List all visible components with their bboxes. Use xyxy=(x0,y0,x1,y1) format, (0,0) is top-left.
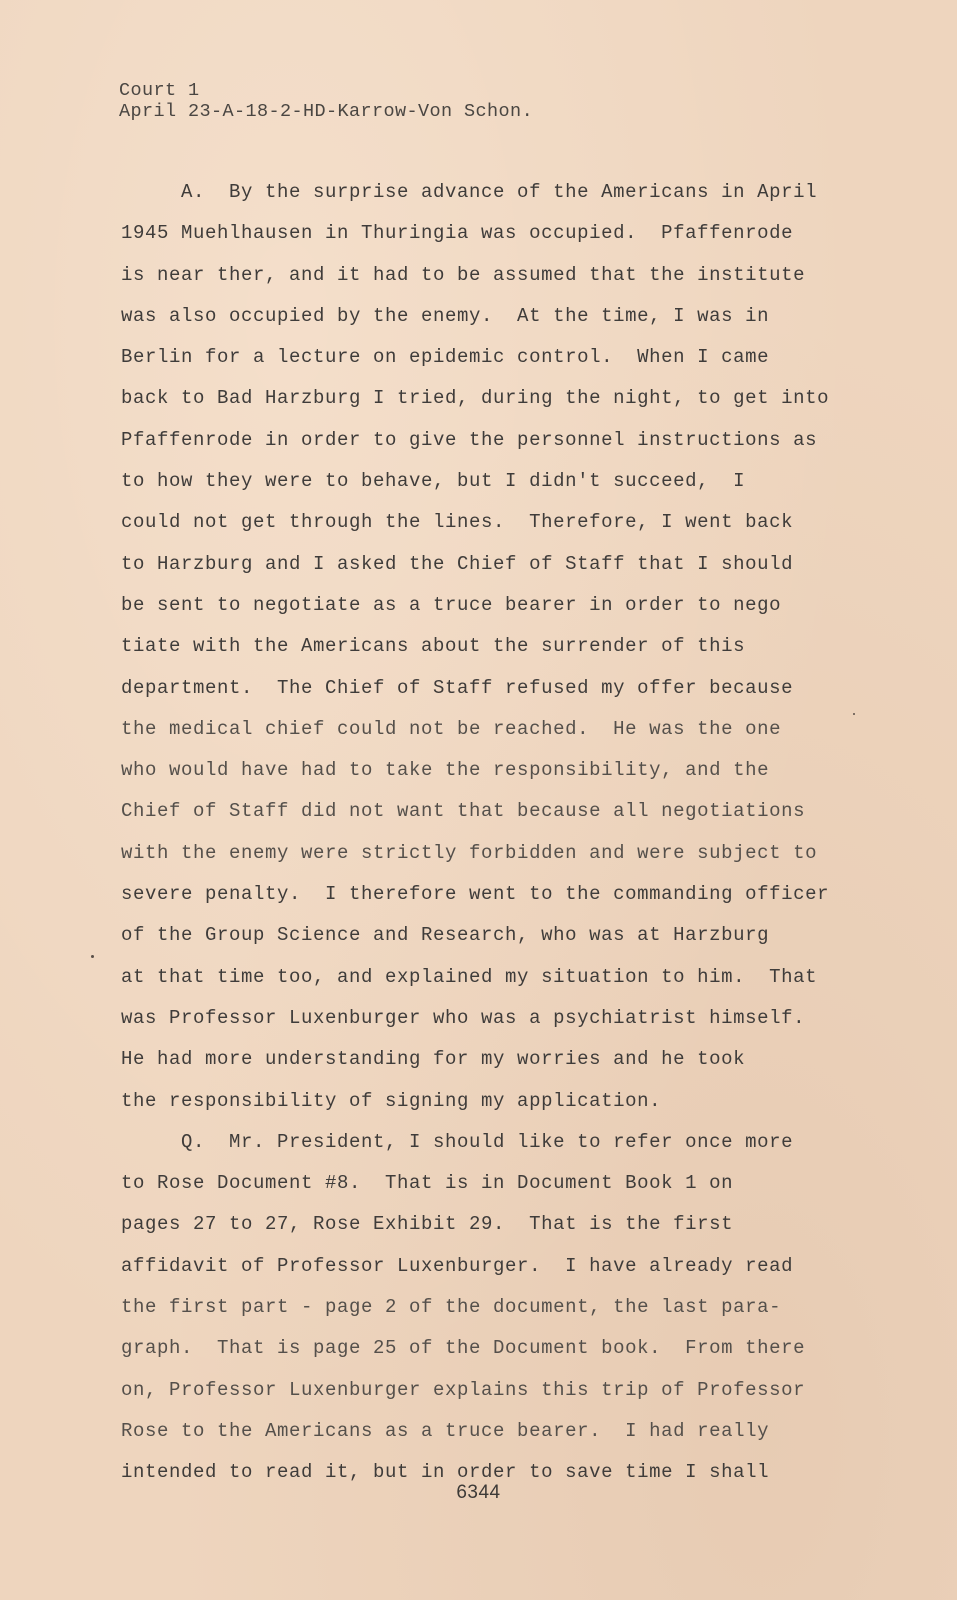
transcript-body xyxy=(121,172,851,1494)
transcript-line: Pfaffenrode in order to give the personnel instructions as xyxy=(121,428,818,451)
transcript-line: be sent to negotiate as a truce bearer in order to nego xyxy=(121,593,782,616)
transcript-line: pages 27 to 27, Rose Exhibit 29. That is the first xyxy=(121,1213,734,1236)
transcript-line: at that time too, and explained my situation to him. That xyxy=(121,965,818,988)
transcript-line: back to Bad Harzburg I tried, during the night, to get into xyxy=(121,387,830,410)
transcript-line: affidavit of Professor Luxenburger. I have already read xyxy=(121,1254,794,1277)
court-label: Court 1 xyxy=(119,80,200,101)
paper-speck xyxy=(853,713,855,715)
transcript-line: is near ther, and it had to be assumed that the institute xyxy=(121,263,806,286)
transcript-line: of the Group Science and Research, who was at Harzburg xyxy=(121,924,770,947)
transcript-line: He had more understanding for my worries and he took xyxy=(121,1048,746,1071)
transcript-line: to Harzburg and I asked the Chief of Staff that I should xyxy=(121,552,794,575)
transcript-line: Chief of Staff did not want that because all negotiations xyxy=(121,800,806,823)
transcript-line: graph. That is page 25 of the Document book. From there xyxy=(121,1337,806,1360)
transcript-line: tiate with the Americans about the surrender of this xyxy=(121,635,746,658)
transcript-line: the first part - page 2 of the document, the last para- xyxy=(121,1296,782,1319)
transcript-line: department. The Chief of Staff refused my offer because xyxy=(121,676,794,699)
transcript-line: A. By the surprise advance of the Americans in April xyxy=(121,181,818,203)
transcript-line: severe penalty. I therefore went to the commanding officer xyxy=(121,883,830,906)
transcript-line: who would have had to take the responsibility, and the xyxy=(121,759,770,782)
transcript-line: intended to read it, but in order to save time I shall xyxy=(121,1461,770,1484)
transcript-line: the medical chief could not be reached. He was the one xyxy=(121,717,782,740)
session-identifier: April 23-A-18-2-HD-Karrow-Von Schon. xyxy=(119,101,534,122)
transcript-line: was Professor Luxenburger who was a psychiatrist himself. xyxy=(121,1006,806,1029)
transcript-line: with the enemy were strictly forbidden and were subject to xyxy=(121,841,818,864)
transcript-line: the responsibility of signing my application. xyxy=(121,1089,662,1112)
document-header xyxy=(119,80,533,122)
paper-speck xyxy=(91,955,94,958)
transcript-line: was also occupied by the enemy. At the time, I was in xyxy=(121,304,770,327)
transcript-line: could not get through the lines. Therefore, I went back xyxy=(121,511,794,534)
transcript-line: on, Professor Luxenburger explains this trip of Professor xyxy=(121,1378,806,1401)
transcript-line: to how they were to behave, but I didn't succeed, I xyxy=(121,470,746,493)
transcript-line: 1945 Muehlhausen in Thuringia was occupied. Pfaffenrode xyxy=(121,222,794,245)
transcript-line: Rose to the Americans as a truce bearer. I had really xyxy=(121,1419,770,1442)
page-number: 6344 xyxy=(456,1482,501,1503)
transcript-line: Berlin for a lecture on epidemic control. When I came xyxy=(121,346,770,369)
transcript-line: to Rose Document #8. That is in Document Book 1 on xyxy=(121,1172,734,1195)
transcript-line: Q. Mr. President, I should like to refer once more xyxy=(121,1130,794,1153)
